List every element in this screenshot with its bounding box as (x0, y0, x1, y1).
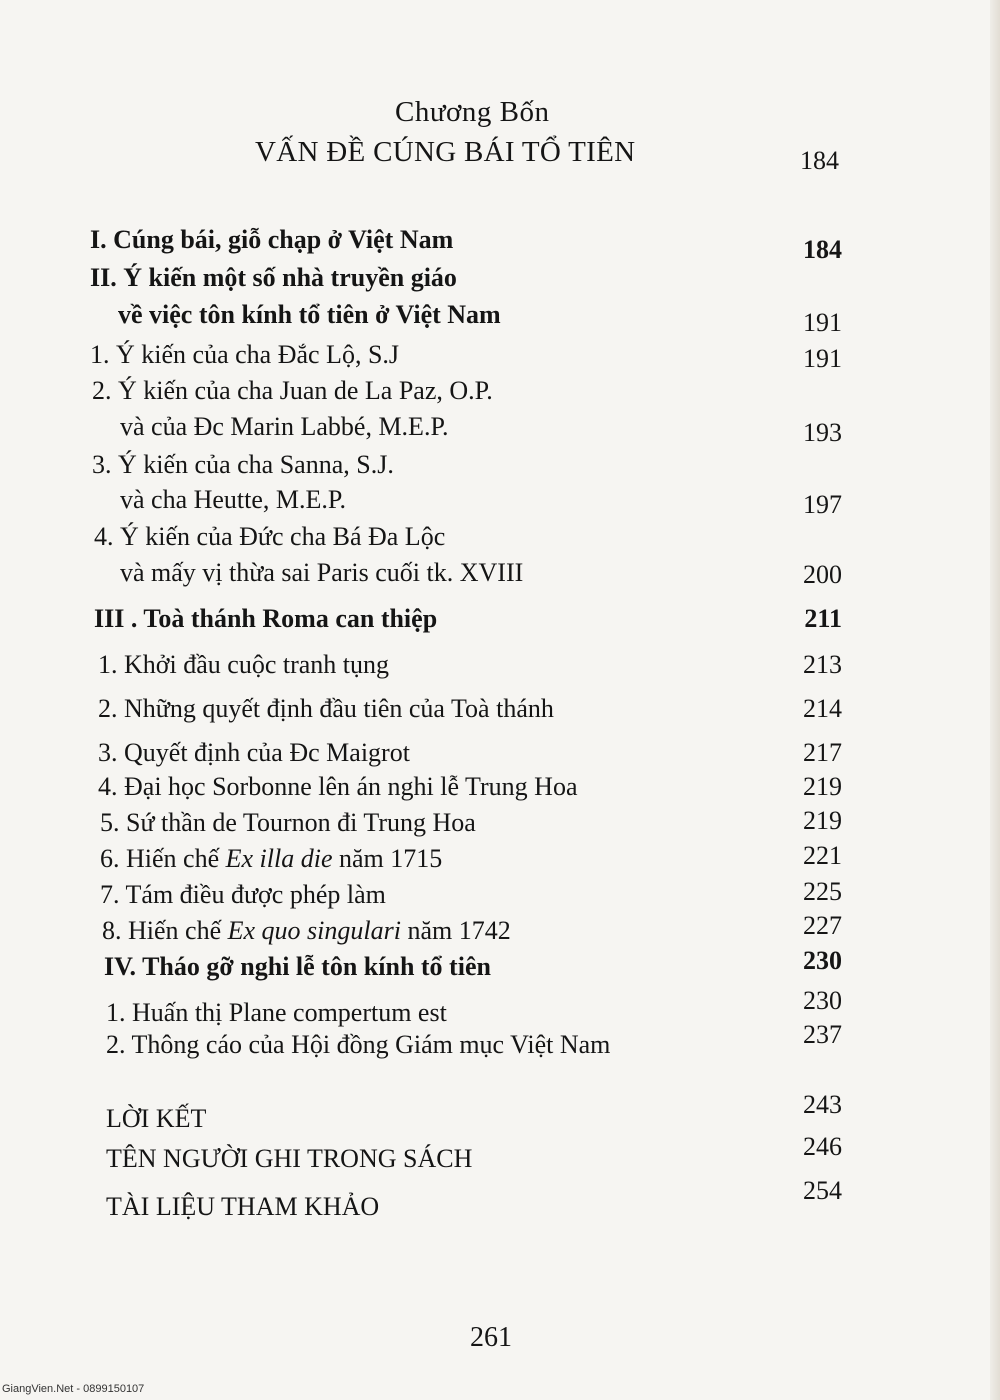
toc-entry: 3. Quyết định của Đc Maigrot (98, 738, 410, 767)
toc-row (0, 1020, 1000, 1070)
toc-page-number: 219 (803, 772, 842, 801)
toc-section-title: về việc tôn kính tổ tiên ở Việt Nam (118, 300, 501, 329)
toc-row (0, 485, 1000, 525)
toc-entry: LỜI KẾT (106, 1104, 207, 1133)
toc-entry: 4. Ý kiến của Đức cha Bá Đa Lộc (94, 522, 446, 551)
toc-row (0, 300, 1000, 340)
toc-entry: 5. Sứ thần de Tournon đi Trung Hoa (100, 808, 476, 837)
watermark-text: GiangVien.Net - 0899150107 (2, 1383, 145, 1395)
toc-page-number: 184 (803, 235, 842, 264)
chapter-page-number: 184 (800, 146, 839, 175)
toc-entry: và cha Heutte, M.E.P. (120, 485, 347, 514)
toc-entry: 2. Ý kiến của cha Juan de La Paz, O.P. (92, 376, 493, 405)
toc-entry: 2. Những quyết định đầu tiên của Toà thánh (98, 694, 554, 723)
toc-entry: 1. Khởi đầu cuộc tranh tụng (98, 650, 390, 679)
chapter-title: VẤN ĐỀ CÚNG BÁI TỔ TIÊN (255, 136, 636, 168)
toc-row (0, 772, 1000, 812)
toc-row (0, 877, 1000, 920)
toc-row (0, 376, 1000, 416)
toc-row (0, 841, 1000, 884)
toc-section-title: IV. Tháo gỡ nghi lễ tôn kính tổ tiên (104, 952, 491, 981)
toc-page-number: 191 (803, 344, 842, 373)
toc-entry: 1. Huấn thị Plane compertum est (106, 998, 447, 1027)
toc-row (0, 522, 1000, 562)
toc-entry: 1. Ý kiến của cha Đắc Lộ, S.J (90, 340, 400, 369)
toc-entry: TÊN NGƯỜI GHI TRONG SÁCH (106, 1144, 473, 1173)
toc-entry (102, 916, 511, 946)
toc-page-number: 246 (803, 1132, 842, 1161)
toc-row (0, 450, 1000, 490)
toc-page-number: 211 (804, 604, 842, 633)
toc-row (0, 558, 1000, 598)
toc-entry-pre: 8. Hiến chế (102, 916, 228, 945)
toc-row (0, 412, 1000, 452)
toc-section-title: III . Toà thánh Roma can thiệp (94, 604, 438, 633)
toc-page-number: 213 (803, 650, 842, 679)
toc-entry-pre: 6. Hiến chế (100, 844, 226, 873)
toc-row (0, 604, 1000, 644)
toc-page-number: 227 (803, 911, 842, 940)
page-number: 261 (470, 1322, 512, 1353)
toc-row (0, 946, 1000, 992)
toc-row (0, 694, 1000, 734)
toc-entry: TÀI LIỆU THAM KHẢO (106, 1192, 380, 1221)
toc-page-number: 230 (803, 946, 842, 975)
toc-page-number: 193 (803, 418, 842, 447)
toc-row (0, 340, 1000, 380)
toc-page-number: 219 (803, 806, 842, 835)
toc-entry: 3. Ý kiến của cha Sanna, S.J. (92, 450, 394, 479)
toc-row (0, 263, 1000, 303)
toc-page-number: 217 (803, 738, 842, 767)
toc-entry: 7. Tám điều được phép làm (100, 880, 386, 909)
toc-entry-post: năm 1742 (400, 916, 511, 945)
toc-row (0, 911, 1000, 956)
toc-entry-italic: Ex illa die (225, 844, 333, 873)
toc-page-number: 254 (803, 1176, 842, 1205)
toc-row (0, 1132, 1000, 1184)
toc-entry: 2. Thông cáo của Hội đồng Giám mục Việt Nam (106, 1030, 611, 1059)
toc-page-number: 225 (803, 877, 842, 906)
toc-page-number: 221 (803, 841, 842, 870)
toc-entry (100, 844, 442, 874)
toc-row (0, 1090, 1000, 1144)
toc-entry: 4. Đại học Sorbonne lên án nghi lễ Trung Hoa (98, 772, 578, 801)
toc-page-number: 200 (803, 560, 842, 589)
toc-page-number: 230 (803, 986, 842, 1015)
chapter-label: Chương Bốn (395, 96, 550, 128)
toc-entry: và mấy vị thừa sai Paris cuối tk. XVIII (120, 558, 524, 587)
toc-row (0, 650, 1000, 690)
toc-page-number: 237 (803, 1020, 842, 1049)
toc-entry-italic: Ex quo singulari (227, 916, 401, 945)
toc-row (0, 808, 1000, 848)
toc-row (0, 1176, 1000, 1232)
toc-section-title: II. Ý kiến một số nhà truyền giáo (90, 263, 457, 292)
toc-row (0, 225, 1000, 265)
toc-page-number: 243 (803, 1090, 842, 1119)
toc-entry: và của Đc Marin Labbé, M.E.P. (120, 412, 449, 441)
toc-page-number: 197 (803, 490, 842, 519)
toc-entry-post: năm 1715 (332, 844, 443, 873)
toc-page-number: 214 (803, 694, 842, 723)
toc-page-number: 191 (803, 308, 842, 337)
toc-section-title: I. Cúng bái, giỗ chạp ở Việt Nam (90, 225, 454, 254)
